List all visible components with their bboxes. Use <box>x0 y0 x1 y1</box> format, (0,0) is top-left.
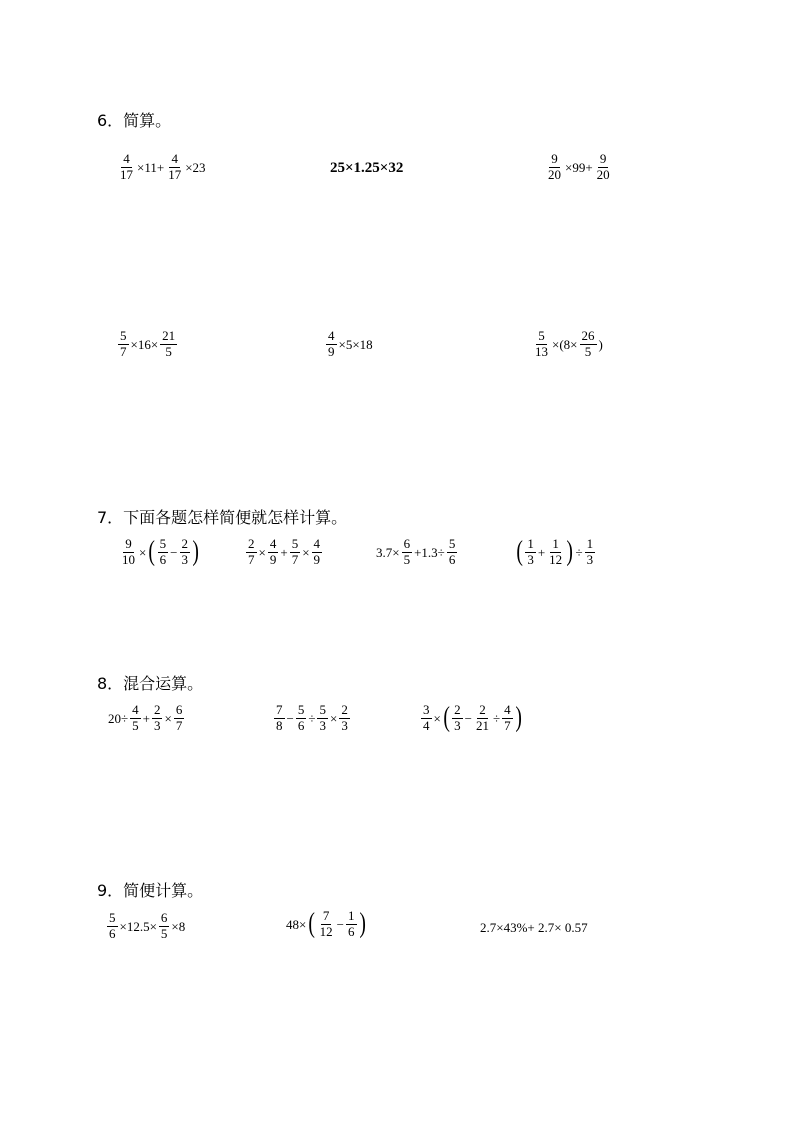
expression-8-2: $\frac{7}{8}$ − $\frac{5}{6}$ ÷ $\frac{5}{3}$ × $\frac{2}{3}$ <box>276 702 348 733</box>
fraction: $\frac{7}{8}$ <box>276 702 283 733</box>
fraction: $\frac{9}{20}$ <box>596 151 610 182</box>
expression-8-1: 20÷ $\frac{4}{5}$ + $\frac{2}{3}$ × $\frac{6}{7}$ <box>108 702 183 733</box>
question-6-title: 6．简算。 <box>97 111 172 130</box>
fraction: $\frac{26}{5}$ <box>581 328 595 359</box>
fraction: $\frac{6}{5}$ <box>160 910 168 941</box>
expression-6-3: $\frac{9}{20}$ ×99+ $\frac{9}{20}$ <box>548 151 610 182</box>
fraction: $\frac{1}{6}$ <box>348 908 355 939</box>
fraction: $\frac{5}{6}$ <box>159 536 167 567</box>
fraction: $\frac{5}{13}$ <box>535 328 548 359</box>
fraction: $\frac{5}{3}$ <box>319 702 326 733</box>
fraction: $\frac{6}{7}$ <box>175 702 183 733</box>
expression-7-4: ( $\frac{1}{3}$ + $\frac{1}{12}$ ) ÷ $\frac{1}{3}$ <box>516 536 594 568</box>
fraction: $\frac{2}{3}$ <box>181 536 189 567</box>
fraction: $\frac{6}{5}$ <box>403 536 411 567</box>
expression-6-2: 25×1.25×32 <box>330 160 404 176</box>
fraction: $\frac{2}{3}$ <box>341 702 348 733</box>
expression-9-3: 2.7×43%+ 2.7× 0.57 <box>480 920 588 935</box>
fraction: $\frac{5}{6}$ <box>297 702 305 733</box>
fraction: $\frac{2}{3}$ <box>153 702 161 733</box>
fraction: $\frac{5}{7}$ <box>291 536 299 567</box>
expression-6-4: $\frac{5}{7}$ ×16× $\frac{21}{5}$ <box>120 328 176 359</box>
expression-9-1: $\frac{5}{6}$ ×12.5× $\frac{6}{5}$ ×8 <box>109 910 186 941</box>
fraction: $\frac{4}{5}$ <box>132 702 139 733</box>
fraction: $\frac{5}{6}$ <box>448 536 456 567</box>
expression-6-1: $\frac{4}{17}$ ×11+ $\frac{4}{17}$ ×23 <box>120 151 206 182</box>
fraction: $\frac{2}{7}$ <box>248 536 255 567</box>
fraction: $\frac{5}{6}$ <box>109 910 116 941</box>
fraction: $\frac{4}{9}$ <box>269 536 277 567</box>
fraction: $\frac{2}{21}$ <box>476 702 490 733</box>
fraction: $\frac{2}{3}$ <box>454 702 461 733</box>
expression-6-5: $\frac{4}{9}$ ×5×18 <box>328 328 373 359</box>
fraction: $\frac{9}{20}$ <box>548 151 561 182</box>
fraction: $\frac{5}{7}$ <box>120 328 127 359</box>
fraction: $\frac{7}{12}$ <box>319 908 333 939</box>
fraction: $\frac{4}{9}$ <box>328 328 335 359</box>
fraction: $\frac{21}{5}$ <box>162 328 176 359</box>
question-7-title: 7．下面各题怎样简便就怎样计算。 <box>97 508 348 527</box>
fraction: $\frac{9}{10}$ <box>122 536 135 567</box>
fraction: $\frac{1}{3}$ <box>586 536 594 567</box>
fraction: $\frac{4}{17}$ <box>120 151 133 182</box>
question-9-title: 9．简便计算。 <box>97 881 204 900</box>
expression-6-6: $\frac{5}{13}$ ×(8× $\frac{26}{5}$ ) <box>535 328 603 359</box>
fraction: $\frac{4}{9}$ <box>313 536 321 567</box>
expression-7-3: 3.7× $\frac{6}{5}$ +1.3÷ $\frac{5}{6}$ <box>376 536 456 567</box>
question-8-title: 8．混合运算。 <box>97 674 204 693</box>
expression-7-1: $\frac{9}{10}$ × ( $\frac{5}{6}$ − $\frac{2}{3}$ ) <box>122 536 199 568</box>
fraction: $\frac{4}{17}$ <box>168 151 182 182</box>
expression-7-2: $\frac{2}{7}$ × $\frac{4}{9}$ + $\frac{5}{7}$ × $\frac{4}{9}$ <box>248 536 321 567</box>
fraction: $\frac{4}{7}$ <box>504 702 511 733</box>
fraction: $\frac{3}{4}$ <box>423 702 430 733</box>
expression-8-3: $\frac{3}{4}$ × ( $\frac{2}{3}$ − $\frac{2}{21}$ ÷ $\frac{4}{7}$ ) <box>423 702 522 734</box>
expression-9-2: 48× ( $\frac{7}{12}$ − $\frac{1}{6}$ ) <box>286 908 366 940</box>
fraction: $\frac{1}{12}$ <box>549 536 563 567</box>
fraction: $\frac{1}{3}$ <box>527 536 534 567</box>
